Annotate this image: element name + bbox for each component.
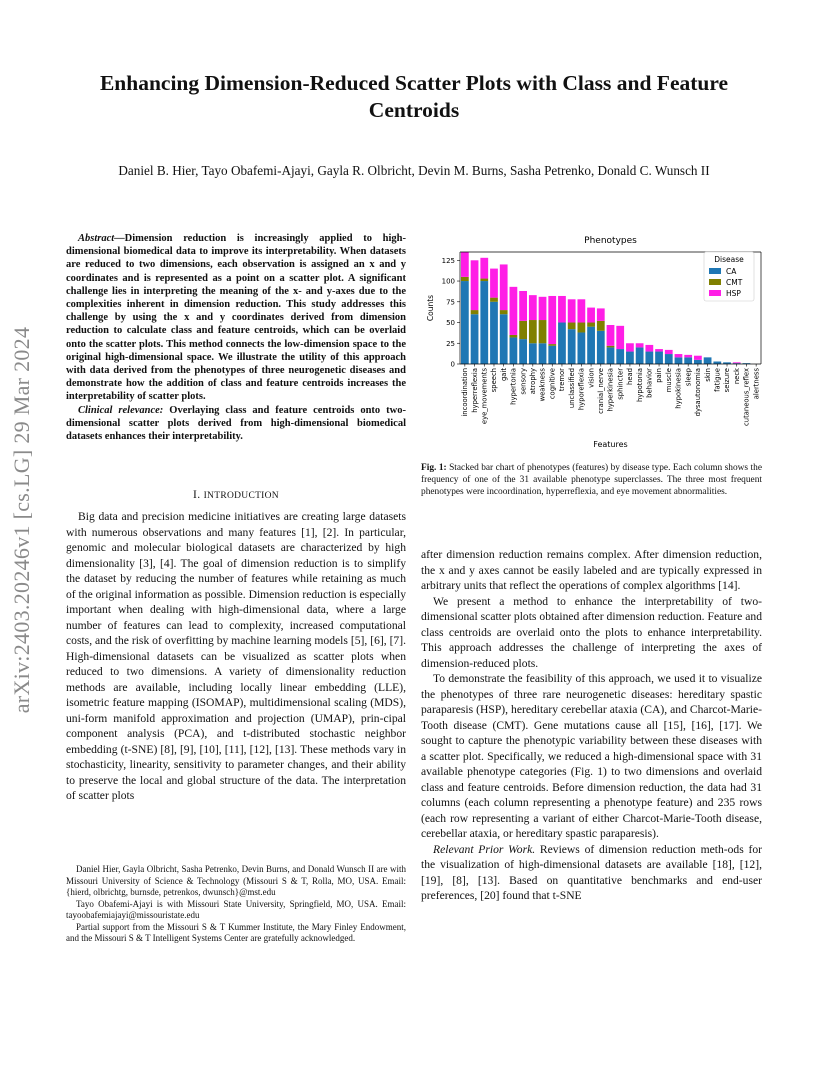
y-tick-label: 25 — [446, 339, 455, 348]
x-tick-label: hyporeflexia — [577, 368, 586, 411]
footnote-affiliation: Daniel Hier, Gayla Olbricht, Sasha Petrenko, Devin Burns, and Donald Wunsch II are with Missouri University of Science & Technology (Missouri S & T, Rolla, MO, USA. Email: {hierd, olbrichtg, burnsde, petrenkos, dwunsch}@mst.edu — [66, 864, 406, 897]
bar-hsp — [665, 350, 673, 354]
bar-ca — [704, 357, 712, 364]
bar-hsp — [655, 349, 663, 351]
bar-hsp — [519, 291, 527, 321]
bar-hsp — [529, 295, 537, 320]
x-tick-label: hypotonia — [635, 368, 644, 402]
bar-ca — [539, 343, 547, 364]
section-number: I. — [193, 488, 201, 501]
bar-cmt — [568, 323, 576, 330]
y-tick-label: 0 — [450, 360, 455, 369]
footnote-affiliation-2: Tayo Obafemi-Ajayi is with Missouri State University, Springfield, MO, USA. Email: tayoobafemiajayi@missouristate.edu — [66, 898, 406, 920]
x-tick-label: pain — [655, 368, 664, 383]
bar-hsp — [500, 264, 508, 310]
bar-ca — [500, 314, 508, 364]
y-tick-label: 125 — [441, 256, 455, 265]
x-tick-label: sensory — [519, 368, 528, 395]
bar-ca — [587, 327, 595, 364]
clinical-relevance-label: Clinical relevance: — [78, 404, 164, 416]
bar-ca — [616, 349, 624, 364]
bar-hsp — [645, 345, 653, 352]
bar-hsp — [577, 299, 585, 322]
bar-ca — [675, 357, 683, 364]
bar-ca — [636, 347, 644, 364]
bar-ca — [490, 302, 498, 364]
bar-cmt — [490, 298, 498, 302]
legend-swatch-ca — [709, 268, 721, 274]
bar-ca — [529, 343, 537, 364]
legend-swatch-cmt — [709, 279, 721, 285]
bar-ca — [645, 352, 653, 364]
section-title: INTRODUCTION — [203, 491, 279, 501]
x-tick-label: hyperreflexia — [470, 368, 479, 413]
bar-ca — [577, 332, 585, 364]
bar-cmt — [597, 321, 605, 331]
x-tick-label: atrophy — [529, 368, 538, 395]
bar-ca — [665, 354, 673, 364]
caption-text: Stacked bar chart of phenotypes (features) by disease type. Each column shows the frequency of one of the 31 available phenotype superclasses. The three most frequent phenotypes were incoordination, hyperreflexia, and eye movement abnormalities. — [421, 463, 762, 497]
bar-cmt — [577, 323, 585, 333]
bar-hsp — [597, 308, 605, 320]
right-p4: Reviews of dimension reduction meth-ods for the visualization of high-dimensional datasets are available [18], [12], [19], [8], [13]. Based on quantitative benchmarks and end-user preferences, [20] found that t-SNE — [421, 842, 763, 902]
bar-cmt — [510, 335, 518, 337]
bar-hsp — [568, 299, 576, 322]
x-tick-label: sphincter — [616, 368, 625, 400]
bar-hsp — [675, 354, 683, 357]
x-tick-label: unclassified — [567, 368, 576, 409]
bar-hsp — [548, 296, 556, 344]
right-p2: We present a method to enhance the interpretability of two-dimensional scatter plots obtained after dimension reduction. Feature and class centroids are overlaid onto the plots to enhance interpretability. This approach addresses the challenge of interpreting the axes of dimension-reduced plots. — [421, 594, 762, 670]
bar-ca — [626, 352, 634, 364]
figure-caption — [421, 462, 762, 498]
y-axis-label: Counts — [426, 294, 435, 322]
bar-hsp — [539, 297, 547, 320]
legend-swatch-hsp — [709, 290, 721, 296]
x-tick-label: muscle — [664, 368, 673, 393]
x-tick-label: skin — [703, 368, 712, 382]
x-tick-label: hypokinesia — [674, 368, 683, 409]
legend-label-cmt: CMT — [726, 278, 743, 287]
legend-title: Disease — [714, 255, 744, 264]
phenotypes-chart — [421, 228, 766, 458]
bar-hsp — [558, 296, 566, 323]
bar-ca — [461, 281, 469, 364]
bar-cmt — [587, 323, 595, 327]
bar-hsp — [471, 260, 479, 310]
bar-cmt — [548, 344, 556, 346]
abstract-text: —Dimension reduction is increasingly applied to high-dimensional biomedical data to improve its interpretability. When datasets are reduced to two dimensions, each observation is assigned an x and y coordinates and is represented as a point on a scatter plot. A significant challenge lies in interpreting the meaning of the x- and y-axes due to the complexities inherent in dimension reduction. This study addresses this challenge by using the x and y coordinates derived from dimension reduction to calculate class and feature centroids, which can be overlaid onto the scatter plots. This method connects the low-dimension space to the original high-dimensional space. We illustrate the utility of this approach with data derived from the phenotypes of three neurogenetic diseases and demonstrate how the addition of class and feature centroids increases the interpretability of scatter plots. — [66, 233, 406, 403]
bar-ca — [694, 360, 702, 364]
bar-cmt — [519, 321, 527, 339]
bar-ca — [568, 329, 576, 364]
caption-label: Fig. 1: — [421, 463, 447, 473]
legend-label-hsp: HSP — [726, 289, 741, 298]
bar-ca — [558, 323, 566, 364]
bar-ca — [607, 347, 615, 364]
prior-work-label: Relevant Prior Work. — [433, 842, 536, 856]
bar-hsp — [587, 308, 595, 323]
author-list: Daniel B. Hier, Tayo Obafemi-Ajayi, Gayla R. Olbricht, Devin M. Burns, Sasha Petrenko, Donald C. Wunsch II — [118, 163, 710, 178]
x-tick-label: dysautonomia — [694, 368, 703, 417]
arxiv-id: arXiv:2403.20246v1 [cs.LG] 29 Mar 2024 — [9, 326, 34, 714]
x-tick-label: hyperkinesia — [606, 368, 615, 412]
x-tick-label: fatigue — [713, 368, 722, 392]
bar-hsp — [636, 343, 644, 347]
bar-ca — [597, 331, 605, 364]
abstract — [66, 232, 406, 443]
bar-ca — [510, 337, 518, 364]
y-tick-label: 50 — [446, 319, 455, 328]
x-axis-label: Features — [593, 440, 628, 449]
bar-hsp — [733, 362, 741, 363]
bar-ca — [519, 339, 527, 364]
bar-hsp — [616, 326, 624, 349]
bar-ca — [655, 352, 663, 364]
x-tick-label: speech — [490, 368, 499, 393]
x-tick-label: gait — [499, 368, 508, 382]
x-tick-label: alertness — [752, 368, 761, 400]
intro-p1: Big data and precision medicine initiatives are creating large datasets with numerous observations and many features [1], [2]. In particular, genomic and molecular biological datasets are characterized by high dimensionality [3], [4]. The goal of dimension reduction is to simplify the dataset by reducing the number of features while retaining as much of the original information as possible. Dimension reduction is especially important when dealing with high-dimensional data, where a large number of features can lead to complexity, increased computational costs, and the risk of overfitting by machine learning models [5], [6], [7]. High-dimensional datasets can be visualized as scatter plots when reduced to two dimensions. A variety of dimensionality reduction methods are available, including locally linear embedding (LLE), isometric feature mapping (ISOMAP), multidimensional scaling (MDS), uni-form manifold approximation and projection (UMAP), prin-cipal component analysis (PCA), and t-distributed stochastic neighbor embedding (t-SNE) [8], [9], [10], [11], [12], [13]. These methods vary in stochasticity, linearity, sensitivity to parameter changes, and their ability to preserve the local and global structure of the data. The interpretation of scatter plots — [66, 510, 407, 802]
bar-ca — [713, 362, 721, 364]
bar-ca — [684, 357, 692, 364]
bar-cmt — [607, 346, 615, 348]
footnote-funding: Partial support from the Missouri S & T Kummer Institute, the Mary Finley Endowment, and the Missouri S & T Intelligent Systems Center are gratefully acknowledged. — [66, 921, 406, 943]
right-column-text — [421, 547, 762, 904]
x-tick-label: tremor — [558, 368, 567, 392]
bar-cmt — [539, 320, 547, 343]
x-tick-label: head — [626, 368, 635, 385]
bar-cmt — [480, 279, 488, 281]
x-tick-label: incoordination — [461, 368, 470, 417]
x-tick-label: vision — [587, 368, 596, 388]
bar-cmt — [471, 310, 479, 314]
x-tick-label: seizure — [723, 368, 732, 393]
title-line-2: Centroids — [368, 98, 460, 122]
paper-title — [40, 70, 788, 124]
bar-ca — [471, 314, 479, 364]
bar-hsp — [684, 355, 692, 357]
chart-title: Phenotypes — [584, 236, 637, 246]
bar-ca — [548, 346, 556, 364]
x-tick-label: neck — [732, 368, 741, 385]
x-tick-label: weakness — [538, 368, 547, 402]
bar-ca — [480, 281, 488, 364]
y-tick-label: 100 — [441, 277, 455, 286]
y-tick-label: 75 — [446, 298, 455, 307]
x-tick-label: sleep — [684, 368, 693, 387]
bar-hsp — [480, 258, 488, 279]
x-tick-label: behavior — [645, 368, 654, 398]
bar-cmt — [461, 277, 469, 281]
x-tick-label: cognitive — [548, 368, 557, 400]
clinical-relevance-text: Overlaying class and feature centroids onto two-dimensional scatter plots derived from high-dimensional biomedical datasets enhances their interpretability. — [66, 404, 406, 443]
bar-hsp — [461, 252, 469, 277]
legend-label-ca: CA — [726, 267, 737, 276]
bar-hsp — [510, 287, 518, 335]
bar-cmt — [500, 310, 508, 314]
right-p1: after dimension reduction remains complex. After dimension reduction, the x and y axes cannot be easily labeled and are typically expressed in arbitrary units that reflect the operations of complex algorithms [14]. — [421, 548, 762, 592]
bar-hsp — [607, 325, 615, 346]
x-tick-label: cranial_nerve — [596, 368, 605, 414]
bar-hsp — [626, 343, 634, 351]
bar-hsp — [490, 269, 498, 298]
x-tick-label: hypertonia — [509, 368, 518, 405]
footnotes — [66, 864, 406, 945]
right-p3: To demonstrate the feasibility of this approach, we used it to visualize the phenotypes of three rare neurogenetic diseases: hereditary spastic paraparesis (HSP), hereditary cerebellar ataxia (CA), and Charcot-Marie-Tooth disease (CMT). Gene mutations cause all [15], [16], [17]. We sought to capture the phenotypic variability between these diseases with a scatter plot. Specifically, we reduced a high-dimensional space with 31 available phenotype categories (Fig. 1) to two dimensions and overlaid class and feature centroids. Before dimension reduction, the data had 31 columns (each column representing a phenotype feature) and 235 rows (each row representing a variant of either Charcot-Marie-Tooth disease, cerebellar ataxia, or hereditary spastic paraparesis). — [421, 672, 762, 840]
section-heading — [66, 488, 406, 501]
title-line-1: Enhancing Dimension-Reduced Scatter Plots with Class and Feature — [99, 71, 729, 95]
bar-cmt — [529, 320, 537, 343]
x-tick-label: eye_movements — [480, 368, 489, 425]
bar-hsp — [694, 356, 702, 360]
x-tick-label: cutaneous_reflex — [742, 368, 751, 426]
abstract-label: Abstract — [78, 233, 115, 244]
intro-paragraph — [66, 509, 406, 804]
